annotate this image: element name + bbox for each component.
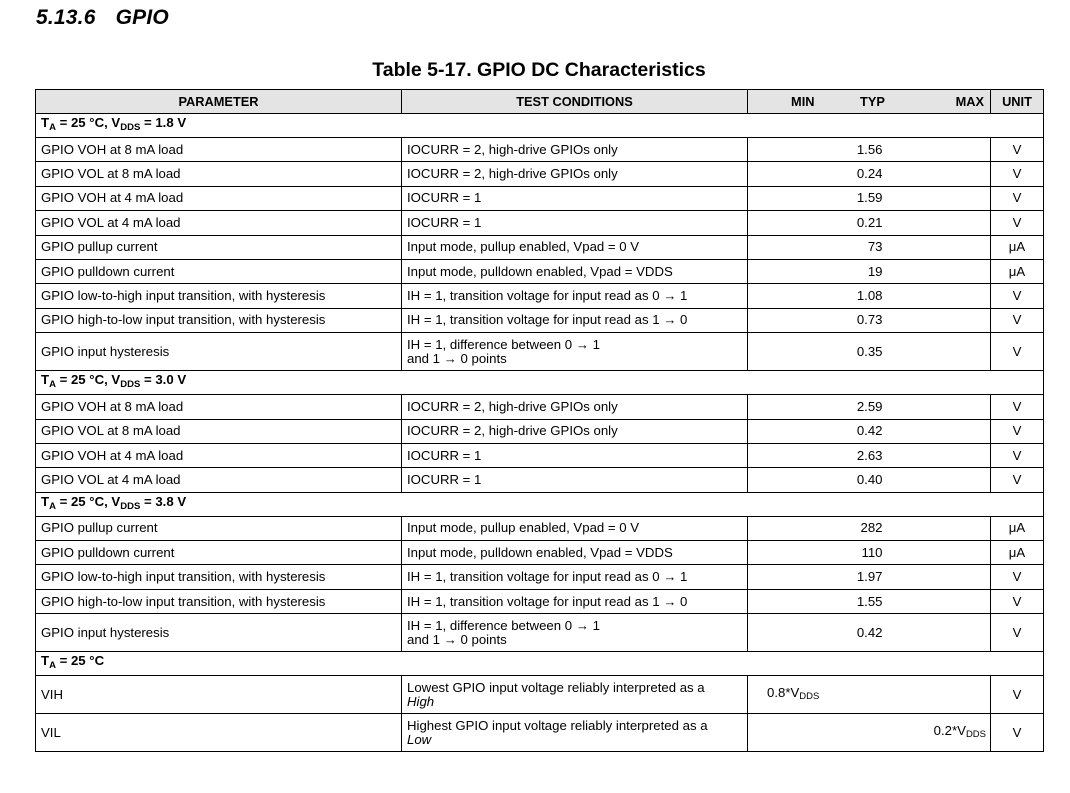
min-cell — [748, 516, 833, 540]
test-conditions-cell: IOCURR = 1 — [402, 186, 748, 210]
unit-cell: V — [991, 468, 1044, 492]
table-title: Table 5-17. GPIO DC Characteristics — [372, 59, 706, 81]
condition-row — [36, 492, 1044, 516]
parameter-cell: GPIO VOL at 4 mA load — [36, 211, 402, 235]
min-cell — [748, 235, 833, 259]
typ-cell: 19 — [833, 259, 913, 283]
table-row — [36, 589, 1044, 613]
typ-cell: 0.42 — [833, 419, 913, 443]
min-cell — [748, 614, 833, 652]
unit-cell: V — [991, 211, 1044, 235]
test-conditions-cell: Input mode, pulldown enabled, Vpad = VDDS — [402, 259, 748, 283]
header-max: MAX — [913, 90, 991, 114]
test-conditions-cell: IH = 1, transition voltage for input read as 1 → 0 — [402, 308, 748, 332]
condition-row — [36, 371, 1044, 395]
parameter-cell: GPIO VOL at 8 mA load — [36, 162, 402, 186]
table-row — [36, 333, 1044, 371]
table-row — [36, 162, 1044, 186]
max-cell — [913, 443, 991, 467]
header-unit: UNIT — [991, 90, 1044, 114]
unit-cell: V — [991, 284, 1044, 308]
typ-cell — [833, 714, 913, 752]
table-row — [36, 138, 1044, 162]
max-cell — [913, 211, 991, 235]
section-heading — [36, 6, 169, 30]
table-row — [36, 395, 1044, 419]
max-cell — [913, 259, 991, 283]
unit-cell: V — [991, 162, 1044, 186]
parameter-cell: GPIO pulldown current — [36, 541, 402, 565]
typ-cell: 1.97 — [833, 565, 913, 589]
min-cell — [748, 468, 833, 492]
parameter-cell: GPIO input hysteresis — [36, 614, 402, 652]
test-conditions-cell: Input mode, pullup enabled, Vpad = 0 V — [402, 235, 748, 259]
table-row — [36, 186, 1044, 210]
typ-cell: 1.59 — [833, 186, 913, 210]
unit-cell: μA — [991, 259, 1044, 283]
section-title: GPIO — [115, 6, 169, 29]
condition-cell: $T_A = 25$ °C, $V_{DDS} = 3.8$ V — [36, 492, 1044, 516]
min-cell — [748, 259, 833, 283]
test-conditions-cell: IH = 1, difference between 0 → 1 and 1 → 0 points — [402, 333, 748, 371]
table-row — [36, 443, 1044, 467]
condition-cell: $T_A = 25$ °C, $V_{DDS} = 1.8$ V — [36, 114, 1044, 138]
min-cell — [748, 308, 833, 332]
typ-cell: 2.59 — [833, 395, 913, 419]
min-cell — [748, 714, 833, 752]
unit-cell: V — [991, 308, 1044, 332]
typ-cell: 0.35 — [833, 333, 913, 371]
unit-cell: V — [991, 186, 1044, 210]
max-cell — [913, 614, 991, 652]
max-cell — [913, 676, 991, 714]
test-conditions-cell: IH = 1, transition voltage for input read as 1 → 0 — [402, 589, 748, 613]
max-cell — [913, 468, 991, 492]
header-parameter: PARAMETER — [36, 90, 402, 114]
unit-cell: V — [991, 714, 1044, 752]
max-cell — [913, 395, 991, 419]
unit-cell: V — [991, 676, 1044, 714]
unit-cell: V — [991, 333, 1044, 371]
condition-row — [36, 652, 1044, 676]
test-conditions-cell: Input mode, pullup enabled, Vpad = 0 V — [402, 516, 748, 540]
typ-cell: 282 — [833, 516, 913, 540]
min-cell — [748, 284, 833, 308]
table-row — [36, 714, 1044, 752]
condition-row — [36, 114, 1044, 138]
unit-cell: V — [991, 565, 1044, 589]
test-conditions-cell: IOCURR = 2, high-drive GPIOs only — [402, 138, 748, 162]
parameter-cell: GPIO VOL at 8 mA load — [36, 419, 402, 443]
table-row — [36, 235, 1044, 259]
condition-cell: $T_A = 25$ °C, $V_{DDS} = 3.0$ V — [36, 371, 1044, 395]
header-test-conditions: TEST CONDITIONS — [402, 90, 748, 114]
parameter-cell: GPIO pullup current — [36, 516, 402, 540]
table-row — [36, 211, 1044, 235]
typ-cell: 110 — [833, 541, 913, 565]
typ-cell: 0.40 — [833, 468, 913, 492]
min-cell — [748, 565, 833, 589]
min-cell — [748, 333, 833, 371]
parameter-cell: GPIO high-to-low input transition, with hysteresis — [36, 308, 402, 332]
header-min: MIN — [748, 90, 833, 114]
test-conditions-cell: IH = 1, difference between 0 → 1 and 1 → 0 points — [402, 614, 748, 652]
unit-cell: V — [991, 614, 1044, 652]
table-row — [36, 468, 1044, 492]
parameter-cell: GPIO VOL at 4 mA load — [36, 468, 402, 492]
typ-cell: 1.55 — [833, 589, 913, 613]
unit-cell: μA — [991, 516, 1044, 540]
table-row — [36, 284, 1044, 308]
table-body — [36, 114, 1044, 752]
typ-cell: 73 — [833, 235, 913, 259]
test-conditions-cell: Highest GPIO input voltage reliably interpreted as a Low — [402, 714, 748, 752]
header-typ: TYP — [833, 90, 913, 114]
typ-cell: 0.42 — [833, 614, 913, 652]
table-row — [36, 516, 1044, 540]
parameter-cell: GPIO VOH at 8 mA load — [36, 395, 402, 419]
max-cell — [913, 186, 991, 210]
min-cell — [748, 443, 833, 467]
min-cell — [748, 186, 833, 210]
typ-cell: 2.63 — [833, 443, 913, 467]
table-row — [36, 565, 1044, 589]
max-cell — [913, 138, 991, 162]
max-cell — [913, 541, 991, 565]
unit-cell: V — [991, 419, 1044, 443]
table-row — [36, 259, 1044, 283]
max-cell — [913, 162, 991, 186]
table-row — [36, 614, 1044, 652]
typ-cell: 0.73 — [833, 308, 913, 332]
parameter-cell: GPIO pulldown current — [36, 259, 402, 283]
min-cell — [748, 541, 833, 565]
test-conditions-cell: Input mode, pulldown enabled, Vpad = VDDS — [402, 541, 748, 565]
parameter-cell: GPIO VOH at 8 mA load — [36, 138, 402, 162]
max-cell — [913, 284, 991, 308]
test-conditions-cell: IOCURR = 1 — [402, 468, 748, 492]
parameter-cell: GPIO input hysteresis — [36, 333, 402, 371]
unit-cell: V — [991, 395, 1044, 419]
min-cell — [748, 589, 833, 613]
max-cell — [913, 589, 991, 613]
max-cell — [913, 565, 991, 589]
typ-cell: 1.08 — [833, 284, 913, 308]
min-cell — [748, 162, 833, 186]
max-cell: 0.2*VDDS — [913, 714, 991, 752]
parameter-cell: GPIO VOH at 4 mA load — [36, 443, 402, 467]
typ-cell — [833, 676, 913, 714]
typ-cell: 1.56 — [833, 138, 913, 162]
min-cell — [748, 395, 833, 419]
unit-cell: V — [991, 443, 1044, 467]
test-conditions-cell: IH = 1, transition voltage for input read as 0 → 1 — [402, 284, 748, 308]
parameter-cell: GPIO pullup current — [36, 235, 402, 259]
min-cell: 0.8*VDDS — [748, 676, 833, 714]
gpio-dc-characteristics-table — [35, 89, 1044, 752]
max-cell — [913, 333, 991, 371]
parameter-cell: GPIO low-to-high input transition, with hysteresis — [36, 284, 402, 308]
max-cell — [913, 308, 991, 332]
header-row — [36, 90, 1044, 114]
parameter-cell: GPIO low-to-high input transition, with hysteresis — [36, 565, 402, 589]
min-cell — [748, 419, 833, 443]
table-row — [36, 308, 1044, 332]
max-cell — [913, 516, 991, 540]
table-row — [36, 676, 1044, 714]
max-cell — [913, 419, 991, 443]
typ-cell: 0.21 — [833, 211, 913, 235]
condition-cell: $T_A = 25$ °C — [36, 652, 1044, 676]
test-conditions-cell: IOCURR = 2, high-drive GPIOs only — [402, 395, 748, 419]
test-conditions-cell: IH = 1, transition voltage for input read as 0 → 1 — [402, 565, 748, 589]
min-cell — [748, 138, 833, 162]
test-conditions-cell: Lowest GPIO input voltage reliably interpreted as a High — [402, 676, 748, 714]
parameter-cell: GPIO VOH at 4 mA load — [36, 186, 402, 210]
typ-cell: 0.24 — [833, 162, 913, 186]
parameter-cell: GPIO high-to-low input transition, with hysteresis — [36, 589, 402, 613]
test-conditions-cell: IOCURR = 2, high-drive GPIOs only — [402, 162, 748, 186]
parameter-cell: VIH — [36, 676, 402, 714]
unit-cell: μA — [991, 235, 1044, 259]
table-row — [36, 419, 1044, 443]
min-cell — [748, 211, 833, 235]
unit-cell: V — [991, 589, 1044, 613]
section-number: 5.13.6 — [36, 6, 96, 29]
max-cell — [913, 235, 991, 259]
test-conditions-cell: IOCURR = 1 — [402, 443, 748, 467]
test-conditions-cell: IOCURR = 1 — [402, 211, 748, 235]
test-conditions-cell: IOCURR = 2, high-drive GPIOs only — [402, 419, 748, 443]
unit-cell: V — [991, 138, 1044, 162]
parameter-cell: VIL — [36, 714, 402, 752]
table-row — [36, 541, 1044, 565]
unit-cell: μA — [991, 541, 1044, 565]
